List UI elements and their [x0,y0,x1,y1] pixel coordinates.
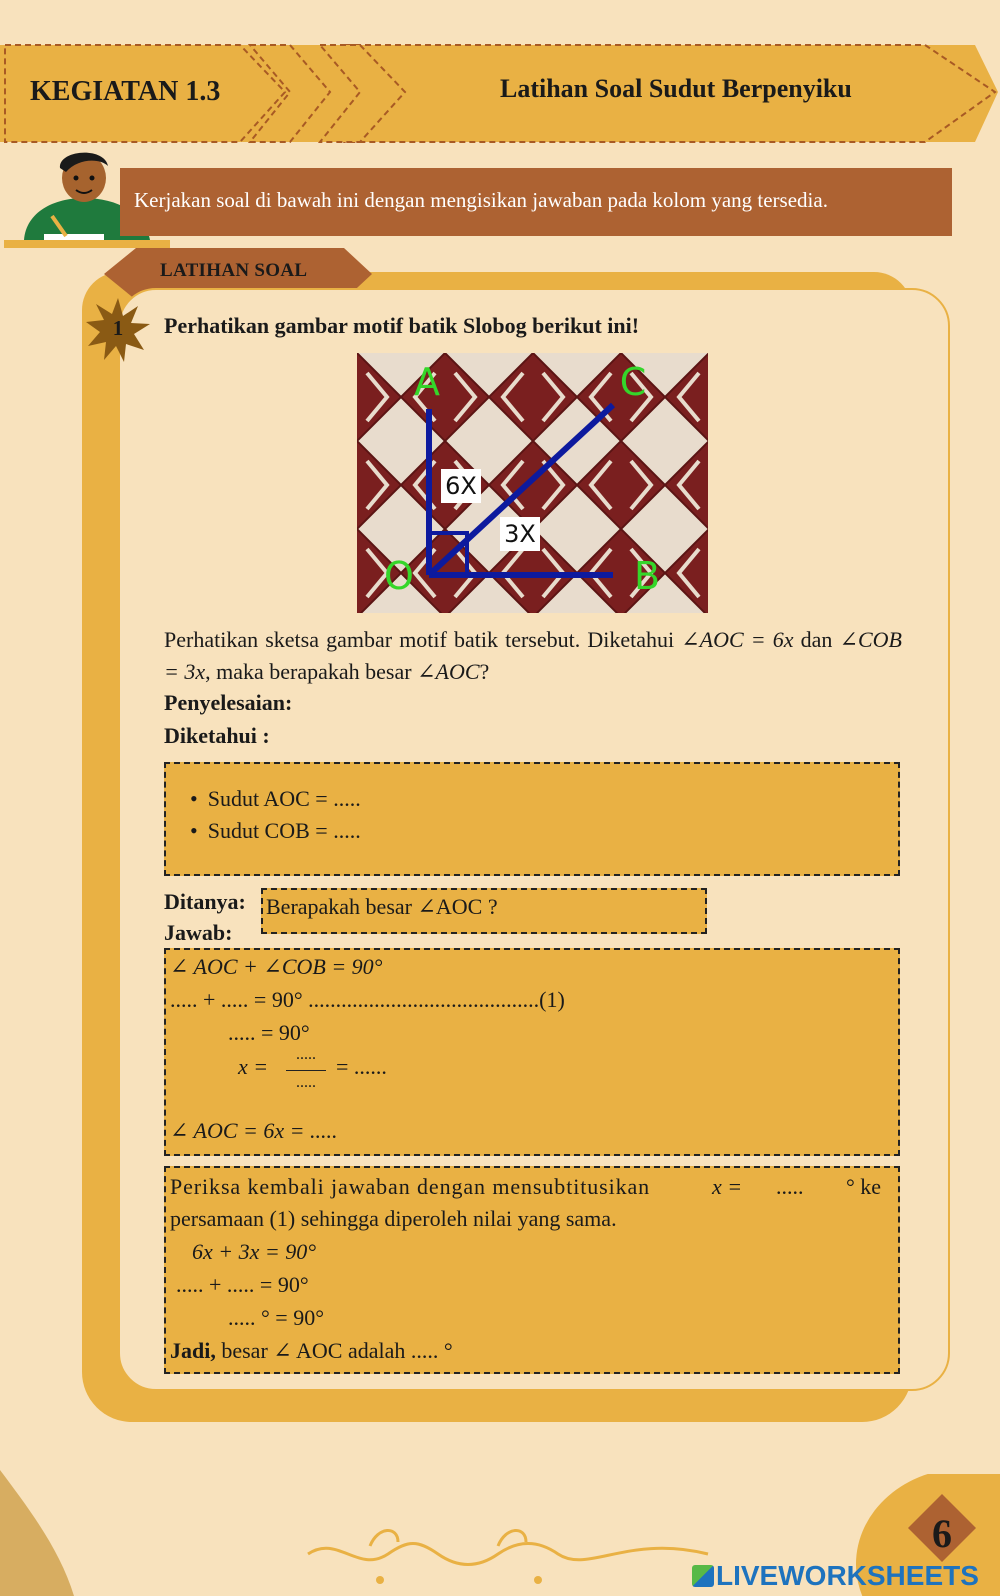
instruction-banner: Kerjakan soal di bawah ini dengan mengisikan jawaban pada kolom yang tersedia. [120,168,952,236]
known-item-aoc[interactable]: • Sudut AOC = ..... [190,786,361,812]
page-title: Latihan Soal Sudut Berpenyiku [500,74,852,103]
check-line-2: persamaan (1) sehingga diperoleh nilai yang sama. [170,1206,617,1231]
check-x-label: x = [712,1174,743,1199]
answer-step-2[interactable]: ..... + ..... = 90° ..........................................(1) [170,987,565,1012]
question-text: Perhatikan sketsa gambar motif batik tersebut. Diketahui ∠AOC = 6x dan ∠COB = 3x, maka berapakah besar ∠AOC? [164,627,902,684]
solution-label: Penyelesaian: [164,690,293,715]
brand-footer [692,1560,979,1592]
answer-step-4-result[interactable]: = ...... [336,1054,387,1079]
corner-ornament-left [0,1470,80,1596]
answer-step-1: ∠ AOC + ∠COB = 90° [170,954,383,979]
fraction-bar [286,1070,326,1071]
check-line-3: 6x + 3x = 90° [192,1239,317,1264]
answer-step-4-prefix: x = [238,1054,269,1079]
check-line-5[interactable]: ..... ° = 90° [228,1305,325,1330]
known-item-cob[interactable]: • Sudut COB = ..... [190,818,361,844]
point-label-c: C [619,360,647,404]
angle-label-aoc: 6X [445,472,477,500]
check-x-value[interactable]: ..... [776,1174,804,1199]
fraction-denominator[interactable]: ..... [296,1074,316,1091]
check-line-4[interactable]: ..... + ..... = 90° [176,1272,309,1297]
batik-angle-figure [357,353,708,613]
brand-logo-icon [692,1565,714,1587]
check-line-1: Periksa kembali jawaban dengan mensubtitusikan [170,1174,651,1199]
check-x-unit: ° ke [846,1174,882,1199]
point-label-a: A [414,360,440,404]
answer-step-5[interactable]: ∠ AOC = 6x = ..... [170,1118,338,1143]
answer-label: Jawab: [164,920,233,945]
answer-step-3[interactable]: ..... = 90° [228,1020,310,1045]
cob-expression: ∠COB = 3x [164,627,902,684]
brand-name: LIVEWORKSHEETS [716,1560,979,1591]
aoc-expression: ∠AOC = 6x [681,627,794,652]
asked-text: Berapakah besar ∠AOC ? [266,894,498,919]
page-number: 6 [932,1511,952,1556]
decorative-divider [298,1524,718,1588]
section-label: LATIHAN SOAL [160,260,308,281]
conclusion: Jadi, besar ∠ AOC adalah ..... ° [170,1338,453,1363]
angle-label-cob: 3X [504,520,536,548]
activity-number: KEGIATAN 1.3 [30,76,221,107]
known-label: Diketahui : [164,723,270,748]
question-number: 1 [112,316,124,340]
question-title: Perhatikan gambar motif batik Slobog berikut ini! [164,313,640,338]
aoc-asked: ∠AOC [417,659,480,684]
asked-label: Ditanya: [164,889,246,914]
point-label-o: O [384,554,414,598]
fraction-numerator[interactable]: ..... [296,1046,316,1063]
point-label-b: B [633,554,661,598]
